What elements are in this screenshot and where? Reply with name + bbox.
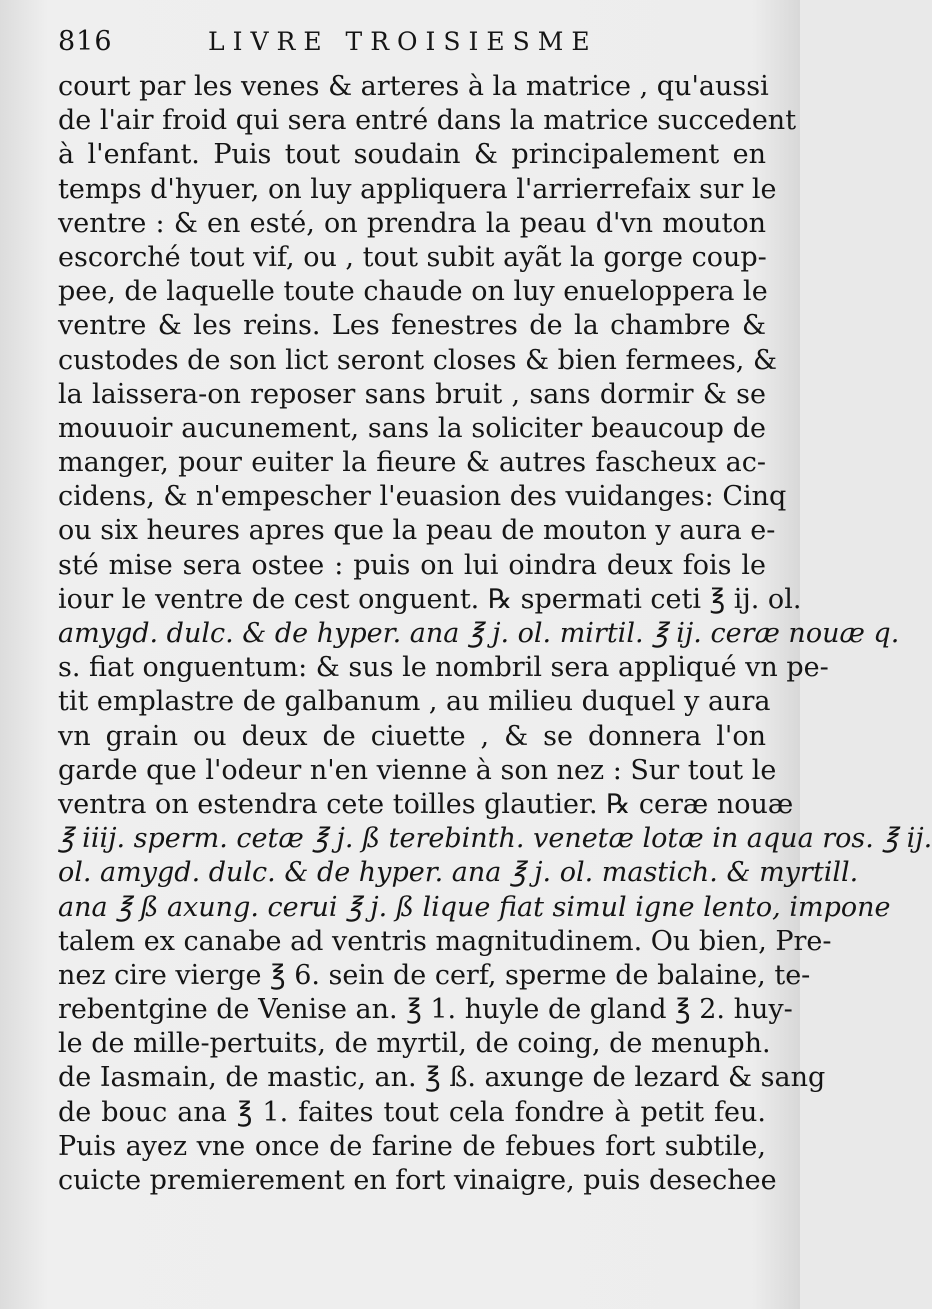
recipe-line: ana ℥ ß axung. cerui ℥ j. ß lique fiat simul igne lento, impone <box>58 891 891 923</box>
text-line: manger, pour euiter la fieure & autres fascheux ac- <box>58 447 766 479</box>
text-line: iour le ventre de cest onguent. ℞ spermati ceti ℥ ij. ol. <box>58 583 802 615</box>
text-line: ventra on estendra cete toilles glautier. ℞ ceræ nouæ <box>58 788 794 820</box>
text-line: ventre & les reins. Les fenestres de la chambre & <box>58 310 766 342</box>
text-line: mouuoir aucunement, sans la soliciter beaucoup de <box>58 412 766 444</box>
text-line: ou six heures apres que la peau de mouton y aura e- <box>58 515 776 547</box>
text-line: ventre : & en esté, on prendra la peau d'vn mouton <box>58 207 766 239</box>
text-line: cidens, & n'empescher l'euasion des vuidanges: Cinq <box>58 481 787 513</box>
text-line: nez cire vierge ℥ 6. sein de cerf, sperme de balaine, te- <box>58 959 811 991</box>
text-line: à l'enfant. Puis tout soudain & principalement en <box>58 139 766 171</box>
body-text <box>58 70 932 1198</box>
text-line: vn grain ou deux de ciuette , & se donnera l'on <box>58 720 766 752</box>
text-line: garde que l'odeur n'en vienne à son nez : Sur tout le <box>58 754 777 786</box>
text-line: escorché tout vif, ou , tout subit ayãt la gorge coup- <box>58 241 767 273</box>
recipe-line: ℥ iiij. sperm. cetæ ℥ j. ß terebinth. venetæ lotæ in aqua ros. ℥ ij. <box>58 823 932 855</box>
text-line: de Iasmain, de mastic, an. ℥ ß. axunge de lezard & sang <box>58 1062 826 1094</box>
running-title: LIVRE TROISIESME <box>208 27 598 56</box>
text-line: s. fiat onguentum: & sus le nombril sera appliqué vn pe- <box>58 652 829 684</box>
text-line: cuicte premierement en fort vinaigre, puis desechee <box>58 1165 777 1196</box>
text-line: le de mille-pertuits, de myrtil, de coing, de menuph. <box>58 1028 771 1060</box>
text-line: Puis ayez vne once de farine de febues fort subtile, <box>58 1130 766 1162</box>
recipe-line: ol. amygd. dulc. & de hyper. ana ℥ j. ol. mastich. & myrtill. <box>58 857 859 889</box>
text-line: de l'air froid qui sera entré dans la matrice succedent <box>58 105 797 137</box>
text-line: custodes de son lict seront closes & bien fermees, & <box>58 344 778 376</box>
text-line: de bouc ana ℥ 1. faites tout cela fondre à petit feu. <box>58 1096 766 1128</box>
text-line: la laissera-on reposer sans bruit , sans dormir & se <box>58 378 766 410</box>
text-line: pee, de laquelle toute chaude on luy enueloppera le <box>58 276 768 308</box>
recipe-line: amygd. dulc. & de hyper. ana ℥ j. ol. mirtil. ℥ ij. ceræ nouæ q. <box>58 618 900 649</box>
text-line: temps d'hyuer, on luy appliquera l'arrierrefaix sur le <box>58 173 777 205</box>
text-line: court par les venes & arteres à la matrice , qu'aussi <box>58 71 769 102</box>
page-number: 816 <box>58 26 113 57</box>
text-line: rebentgine de Venise an. ℥ 1. huyle de gland ℥ 2. huy- <box>58 994 793 1026</box>
text-line: tit emplastre de galbanum , au milieu duquel y aura <box>58 686 771 718</box>
text-line: sté mise sera ostee : puis on lui oindra deux fois le <box>58 549 766 581</box>
page-header <box>58 26 766 70</box>
text-line: talem ex canabe ad ventris magnitudinem. Ou bien, Pre- <box>58 925 832 957</box>
